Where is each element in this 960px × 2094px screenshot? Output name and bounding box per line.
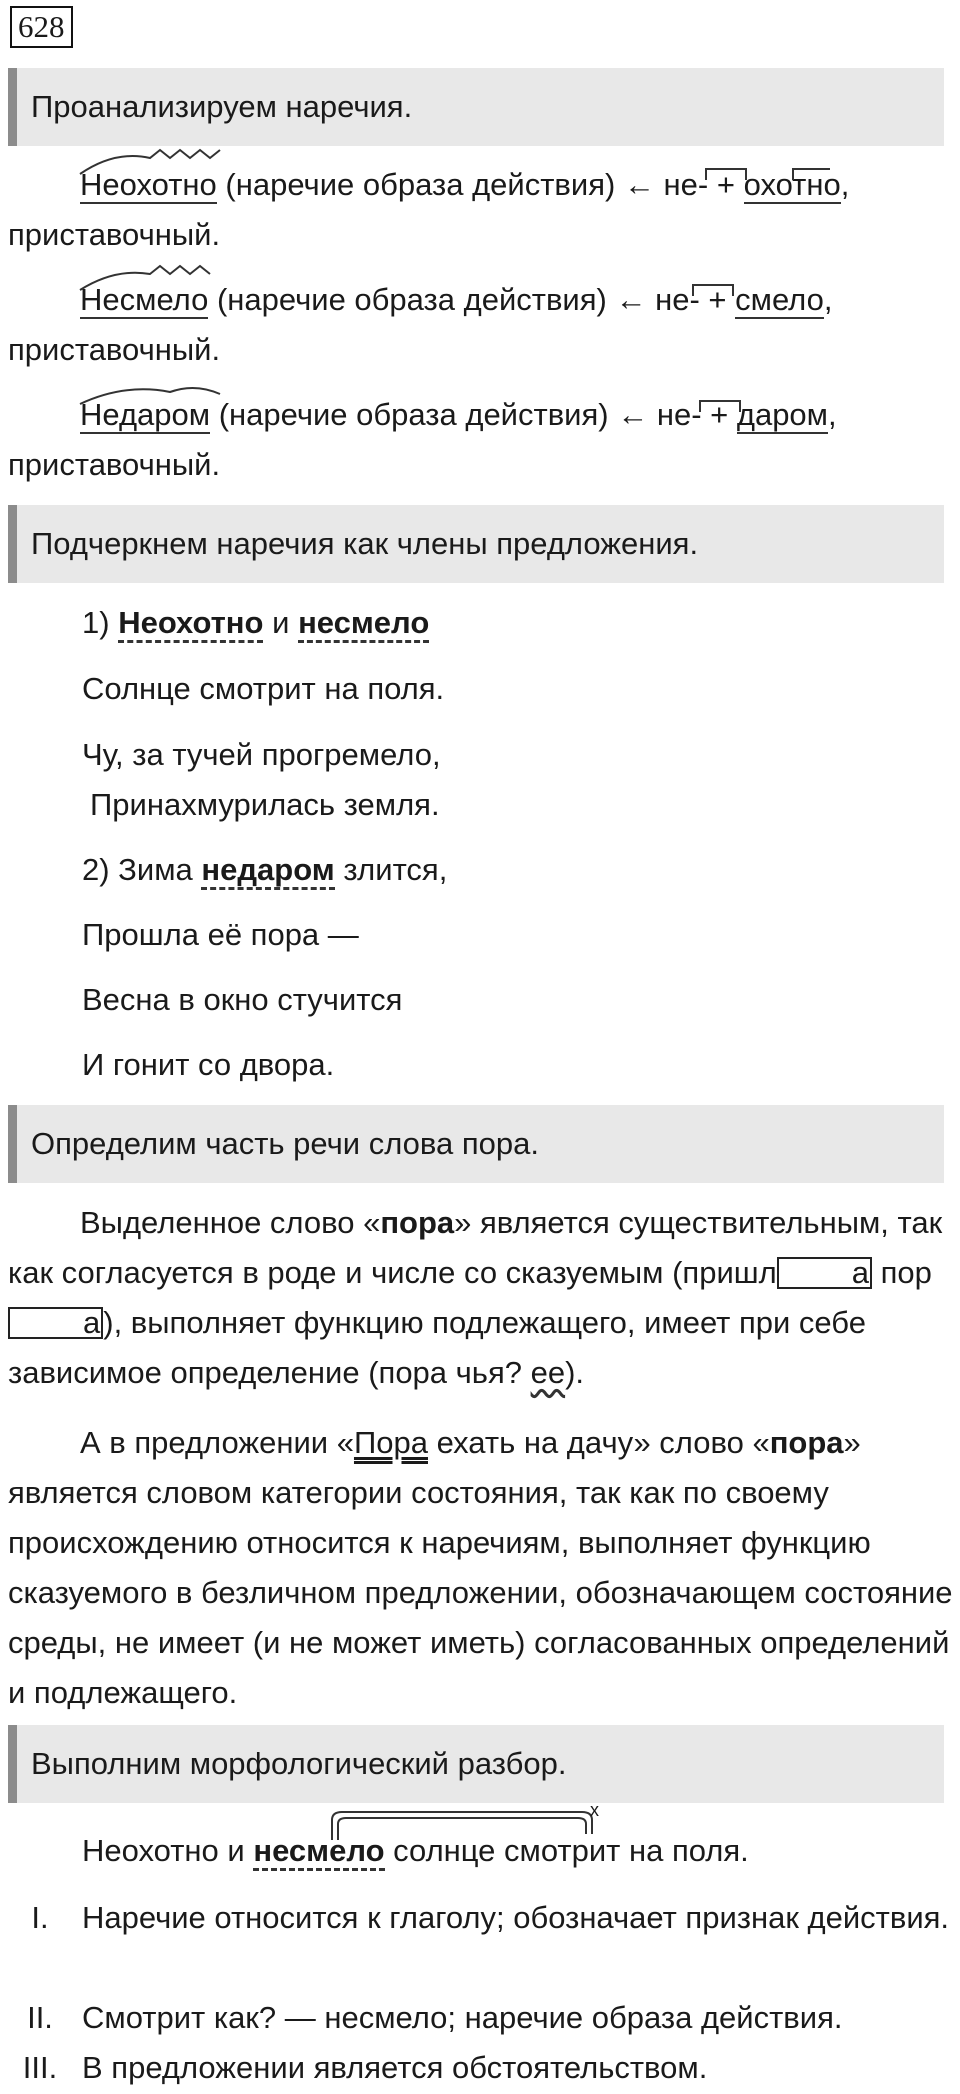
list-item: В предложении является обстоятельством. bbox=[82, 2050, 708, 2085]
x-mark: x bbox=[590, 1800, 599, 1820]
pora-state-paragraph: А в предложении «Пора ехать на дачу» слово «пора» является словом категории состояния, так как по своему происхождению относится к наречиям, выполняет функцию сказуемого в безличном предложении, обозначающем состояние среды, не имеет (и не может иметь) согласованных определений и подлежащего. bbox=[8, 1425, 953, 1710]
adverb-analysis-1: Неохотно (наречие образа действия) ← не- + охотно, приставочный. bbox=[8, 167, 850, 252]
poem-line-3: Чу, за тучей прогремело, bbox=[82, 737, 441, 772]
poem-line-6: Прошла её пора — bbox=[82, 917, 359, 952]
pora-noun-paragraph: Выделенное слово «пора» является существительным, так как согласуется в роде и числе со сказуемым (пришл а пора), выполняет функцию подлежащего, имеет при себе зависимое определение (пора чья? ее). bbox=[8, 1205, 943, 1390]
adverb-analysis-2: Несмело (наречие образа действия) ← не- + смело, приставочный. bbox=[8, 282, 833, 367]
ending-box: а bbox=[777, 1257, 872, 1289]
adverb-word: Несмело bbox=[80, 282, 209, 317]
list-num: II. bbox=[27, 2000, 53, 2035]
section-header-part-of-speech: Определим часть речи слова пора. bbox=[8, 1105, 944, 1183]
poem-line-5: 2) Зима недаром злится, bbox=[82, 845, 447, 895]
list-num: III. bbox=[22, 2050, 58, 2085]
list-num: I. bbox=[31, 1900, 49, 1935]
adverb-analysis-3: Недаром (наречие образа действия) ← не- + даром, приставочный. bbox=[8, 397, 837, 482]
adverb-word: Недаром bbox=[80, 397, 211, 432]
adverb-word: Неохотно bbox=[80, 167, 217, 202]
task-number: 628 bbox=[10, 6, 73, 48]
poem-line-7: Весна в окно стучится bbox=[82, 982, 403, 1017]
list-item: Наречие относится к глаголу; обозначает признак действия. bbox=[82, 1900, 950, 1935]
section-header-analyze: Проанализируем наречия. bbox=[8, 68, 944, 146]
poem-line-8: И гонит со двора. bbox=[82, 1047, 335, 1082]
list-item: Смотрит как? — несмело; наречие образа действия. bbox=[82, 2000, 843, 2035]
poem-line-1: 1) Неохотно и несмело bbox=[82, 598, 429, 648]
poem-line-4: Принахмурилась земля. bbox=[90, 787, 440, 822]
ending-box: а bbox=[8, 1307, 103, 1339]
morph-sentence: Неохотно и несмело солнце смотрит на поля. bbox=[82, 1826, 749, 1876]
section-header-morph: Выполним морфологический разбор. bbox=[8, 1725, 944, 1803]
section-header-underline: Подчеркнем наречия как члены предложения. bbox=[8, 505, 944, 583]
poem-line-2: Солнце смотрит на поля. bbox=[82, 671, 445, 706]
